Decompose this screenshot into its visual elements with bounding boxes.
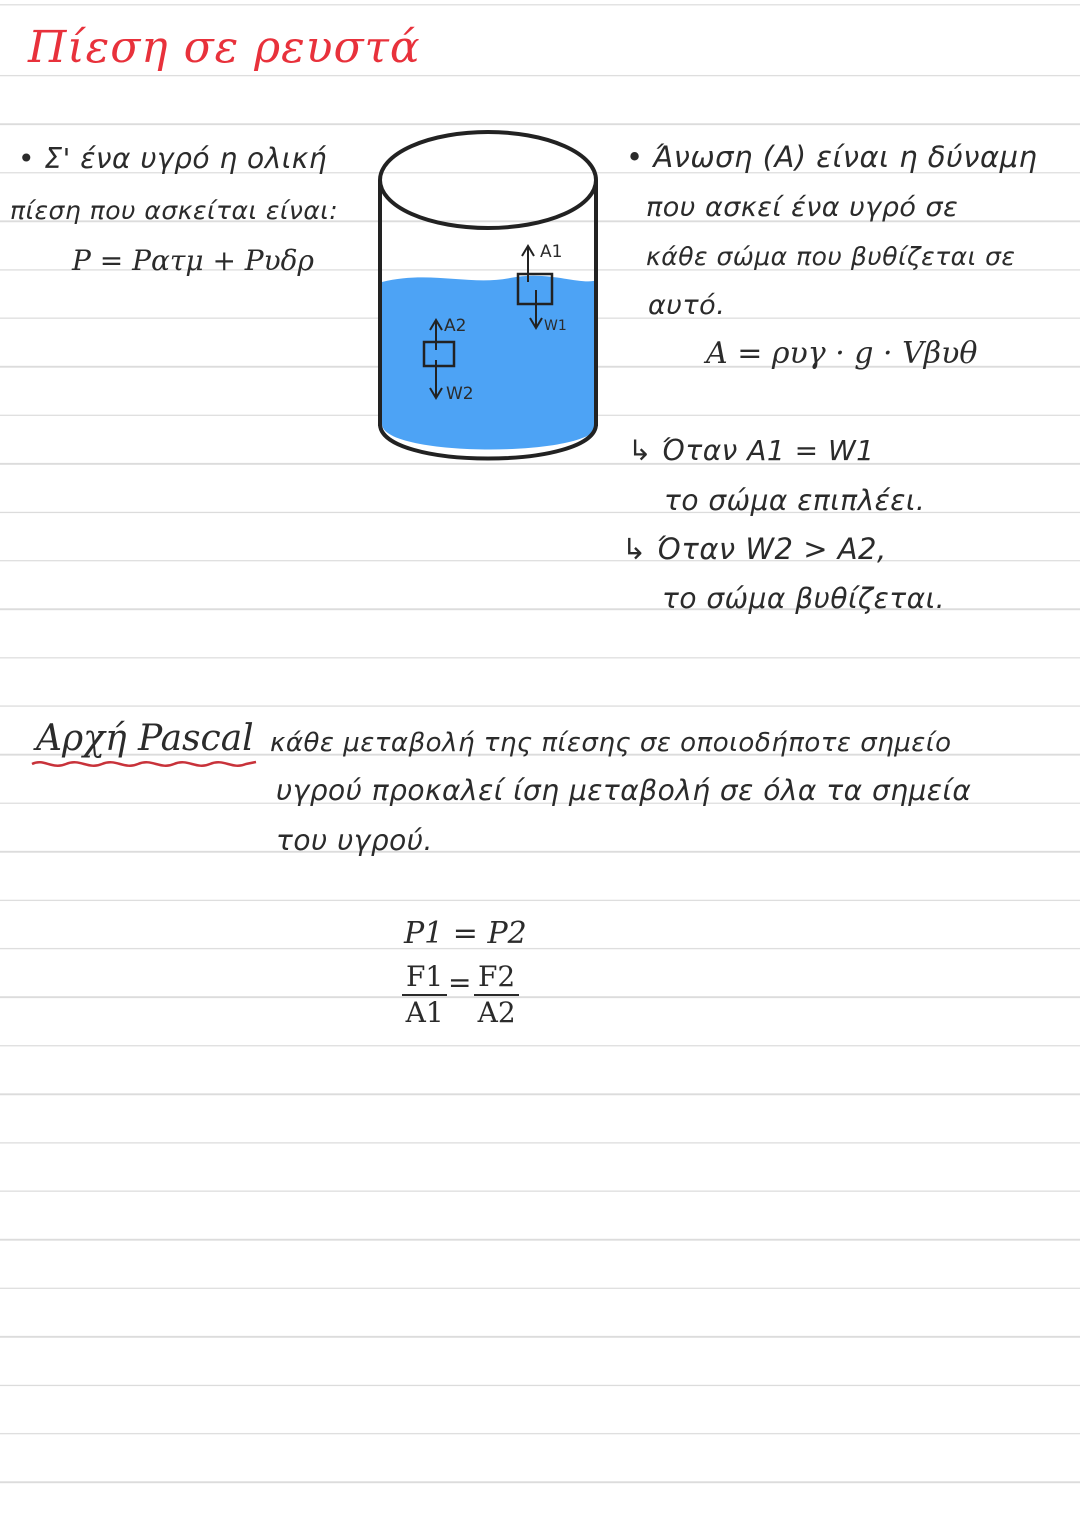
buoyancy-line3: κάθε σώμα που βυθίζεται σε	[646, 242, 1016, 271]
pascal-underline	[30, 756, 260, 774]
fraction-f2-a2	[474, 960, 519, 1030]
float-condition: ↳ Όταν A1 = W1	[628, 434, 875, 467]
sink-result: το σώμα βυθίζεται.	[662, 582, 945, 615]
total-pressure-note-line1: • Σ' ένα υγρό η ολική	[18, 142, 327, 175]
pascal-heading: Αρχή Pascal	[36, 718, 254, 759]
fraction-f2: F2	[474, 960, 519, 996]
buoyancy-line4: αυτό.	[648, 290, 726, 321]
buoyancy-line1: • Άνωση (A) είναι η δύναμη	[626, 140, 1038, 174]
label-a2: A2	[444, 316, 467, 336]
fraction-f1: F1	[402, 960, 447, 996]
sink-condition: ↳ Όταν W2 > A2,	[622, 532, 887, 566]
float-result: το σώμα επιπλέει.	[664, 484, 926, 517]
pascal-line3: του υγρού.	[276, 824, 433, 857]
water-body	[382, 276, 598, 450]
pascal-pressure-equation: P1 = P2	[404, 916, 527, 951]
cylinder-top	[380, 132, 596, 228]
label-a1: A1	[540, 242, 563, 262]
pascal-line1: κάθε μεταβολή της πίεσης σε οποιοδήποτε σημείο	[270, 728, 952, 758]
buoyancy-formula: A = ρυγ · g · Vβυθ	[706, 336, 978, 371]
fraction-equals: =	[448, 966, 472, 999]
fraction-f1-a1	[402, 960, 447, 1030]
page-title: Πίεση σε ρευστά	[28, 22, 421, 73]
total-pressure-formula: P = Pατμ + Pυδρ	[72, 244, 314, 277]
fraction-a2: A2	[477, 996, 516, 1029]
pascal-line2: υγρού προκαλεί ίση μεταβολή σε όλα τα σημεία	[276, 774, 972, 807]
fraction-a1: A1	[405, 996, 444, 1029]
cylinder-diagram	[370, 120, 610, 480]
label-w1: W1	[544, 318, 567, 334]
total-pressure-note-line2: πίεση που ασκείται είναι:	[10, 196, 339, 225]
label-w2: W2	[446, 384, 474, 404]
buoyancy-line2: που ασκεί ένα υγρό σε	[646, 192, 959, 223]
